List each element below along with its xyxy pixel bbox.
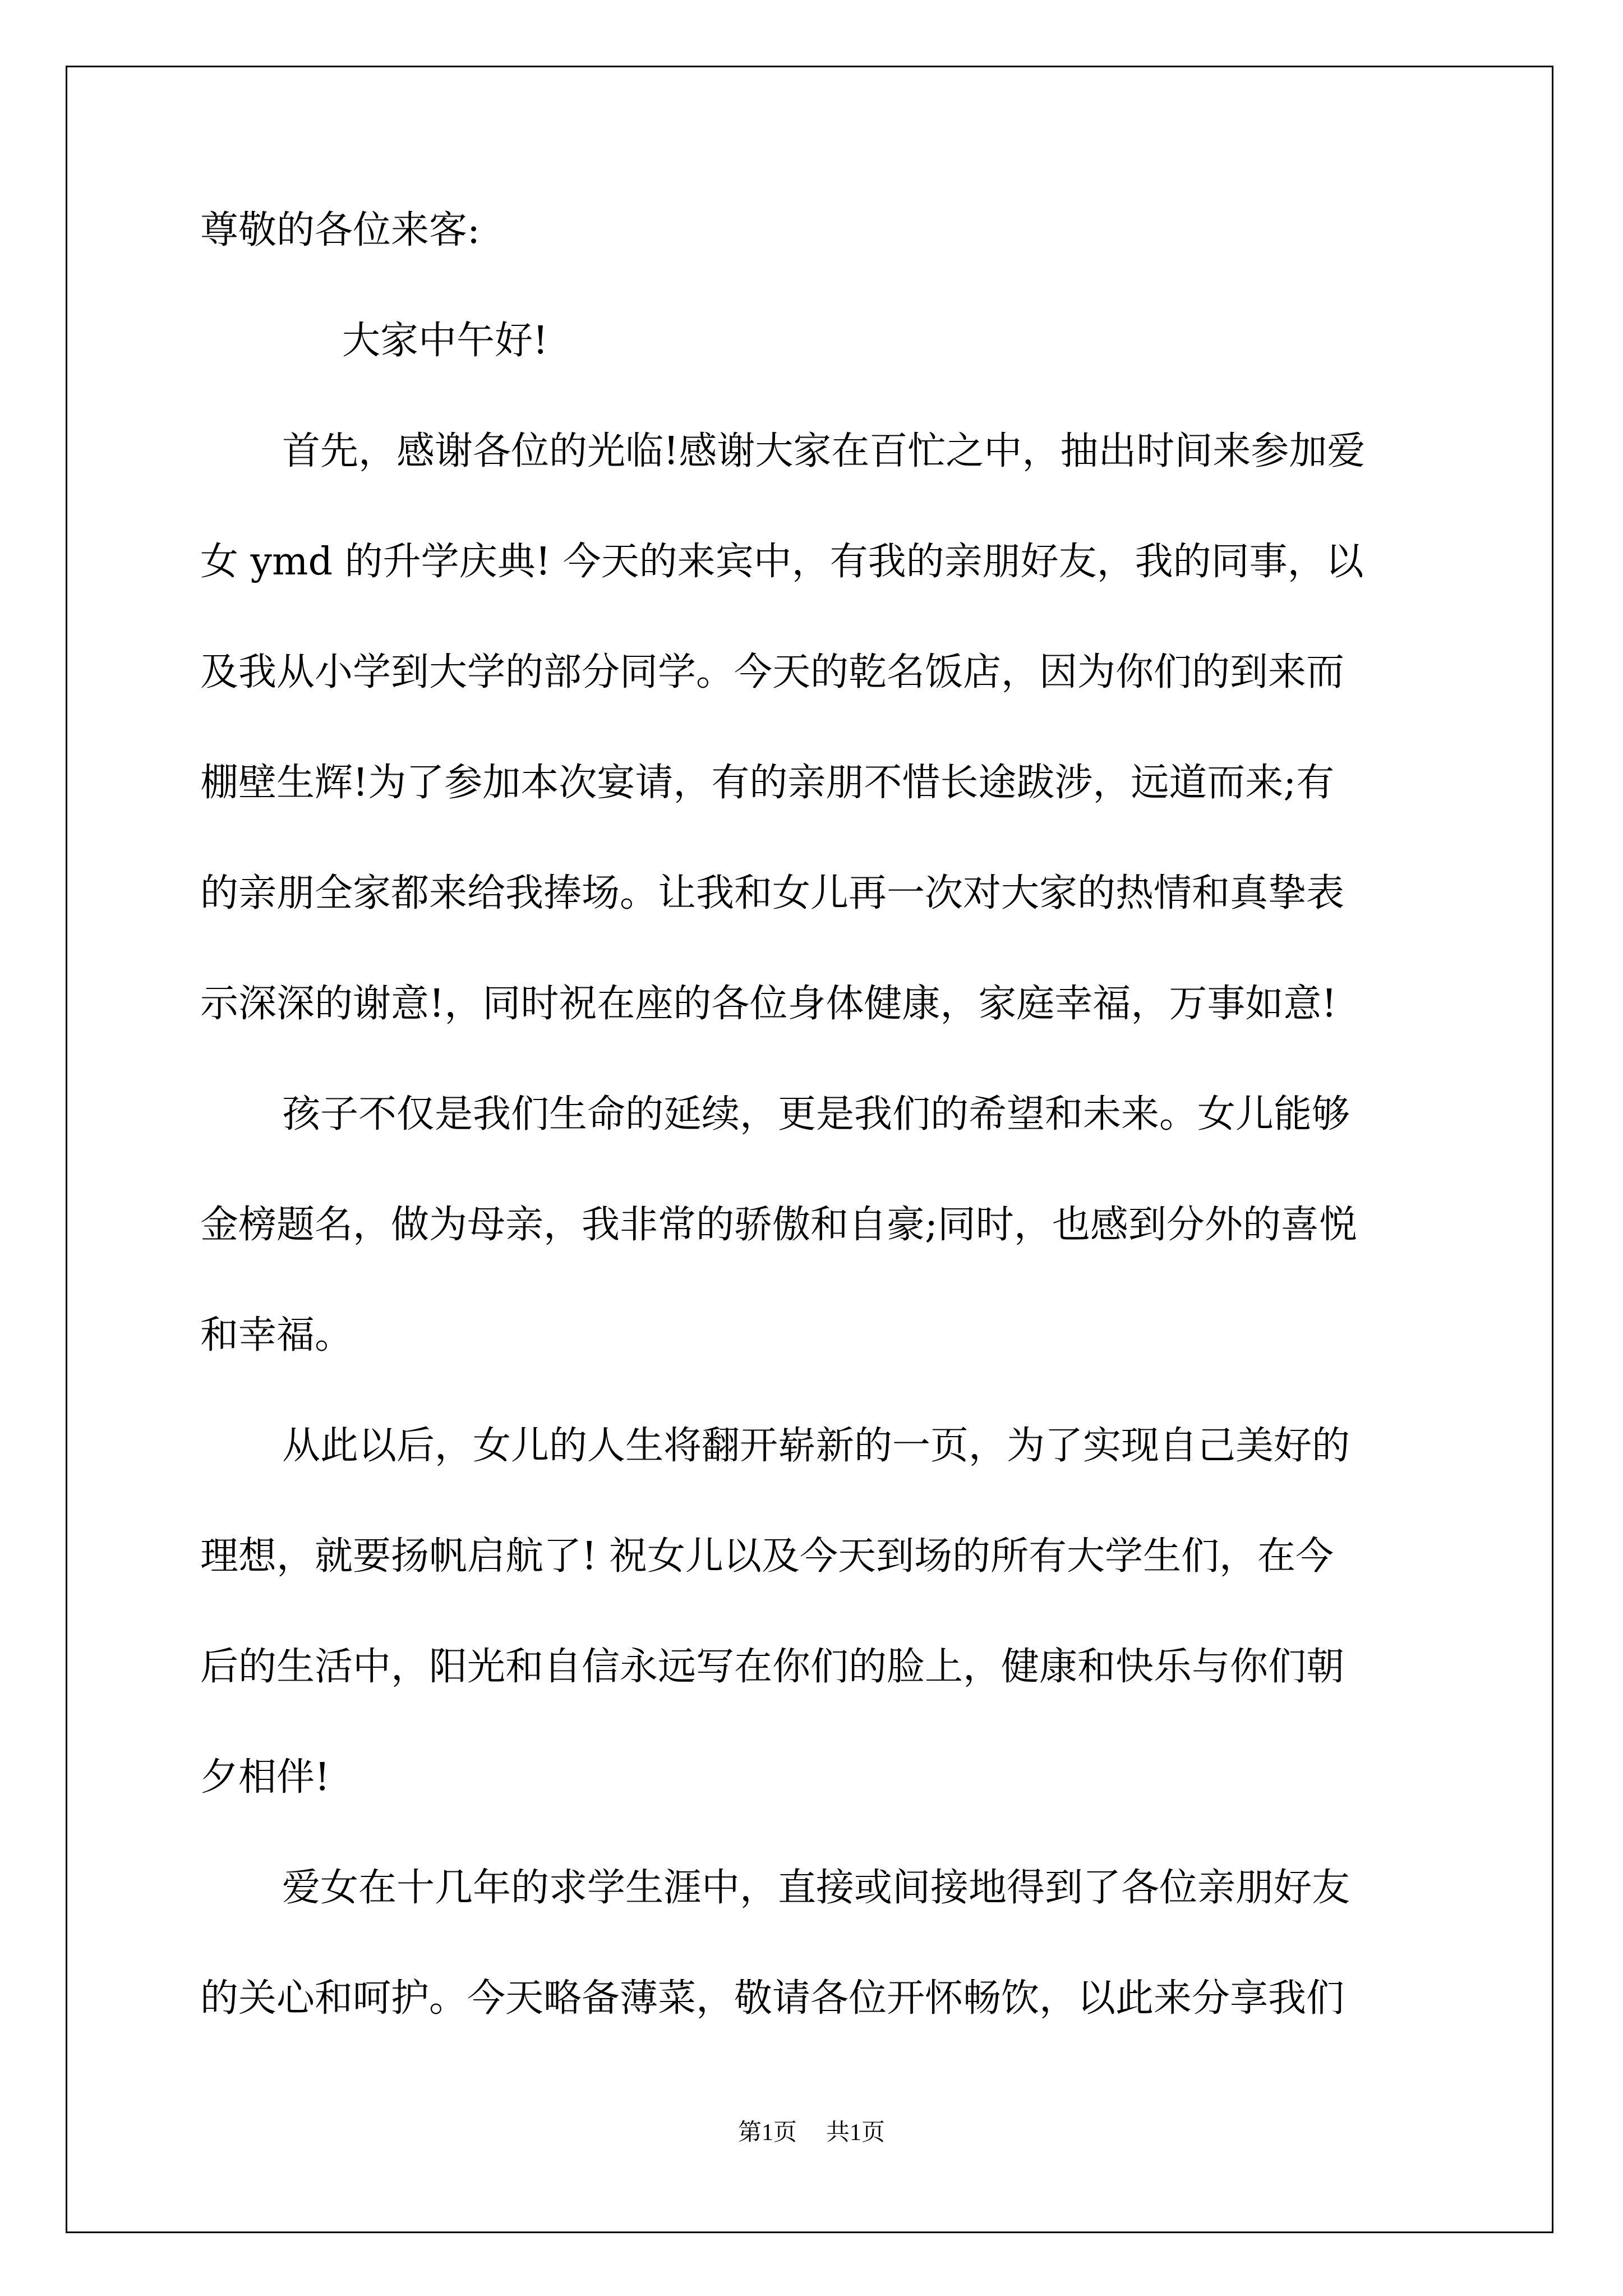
page-footer [0,2116,1623,2150]
paragraph-3-line-4: 夕相伴! [200,1755,330,1800]
paragraph-4-line-2: 的关心和呵护。今天略备薄菜，敬请各位开怀畅饮，以此来分享我们 [200,1976,1345,2021]
paragraph-3-line-2: 理想，就要扬帆启航了! 祝女儿以及今天到场的所有大学生们，在今 [200,1534,1334,1579]
salutation-line: 尊敬的各位来客: [200,208,480,252]
page-total: 共1页 [826,2120,886,2146]
page-number: 第1页 [737,2120,797,2146]
greeting-line: 大家中午好! [342,319,548,363]
paragraph-2-line-1: 孩子不仅是我们生命的延续，更是我们的希望和未来。女儿能够 [282,1092,1350,1137]
paragraph-1-line-6: 示深深的谢意!，同时祝在座的各位身体健康，家庭幸福，万事如意! [200,982,1337,1026]
paragraph-1-line-5: 的亲朋全家都来给我捧场。让我和女儿再一次对大家的热情和真挚表 [200,871,1345,915]
paragraph-3-line-3: 后的生活中，阳光和自信永远写在你们的脸上，健康和快乐与你们朝 [200,1645,1345,1689]
paragraph-4-line-1: 爱女在十几年的求学生涯中，直接或间接地得到了各位亲朋好友 [282,1866,1350,1910]
paragraph-1-line-4: 棚壁生辉!为了参加本次宴请，有的亲朋不惜长途跋涉，远道而来;有 [200,761,1335,805]
paragraph-3-line-1: 从此以后，女儿的人生将翻开崭新的一页，为了实现自己美好的 [282,1424,1350,1468]
paragraph-1-line-3: 及我从小学到大学的部分同学。今天的乾名饭店，因为你们的到来而 [200,650,1345,694]
paragraph-1-line-2: 女 ymd 的升学庆典! 今天的来宾中，有我的亲朋好友，我的同事，以 [200,540,1364,584]
paragraph-1-line-1: 首先，感谢各位的光临!感谢大家在百忙之中，抽出时间来参加爱 [282,429,1366,473]
paragraph-2-line-3: 和幸福。 [200,1313,353,1358]
paragraph-2-line-2: 金榜题名，做为母亲，我非常的骄傲和自豪;同时，也感到分外的喜悦 [200,1203,1357,1247]
